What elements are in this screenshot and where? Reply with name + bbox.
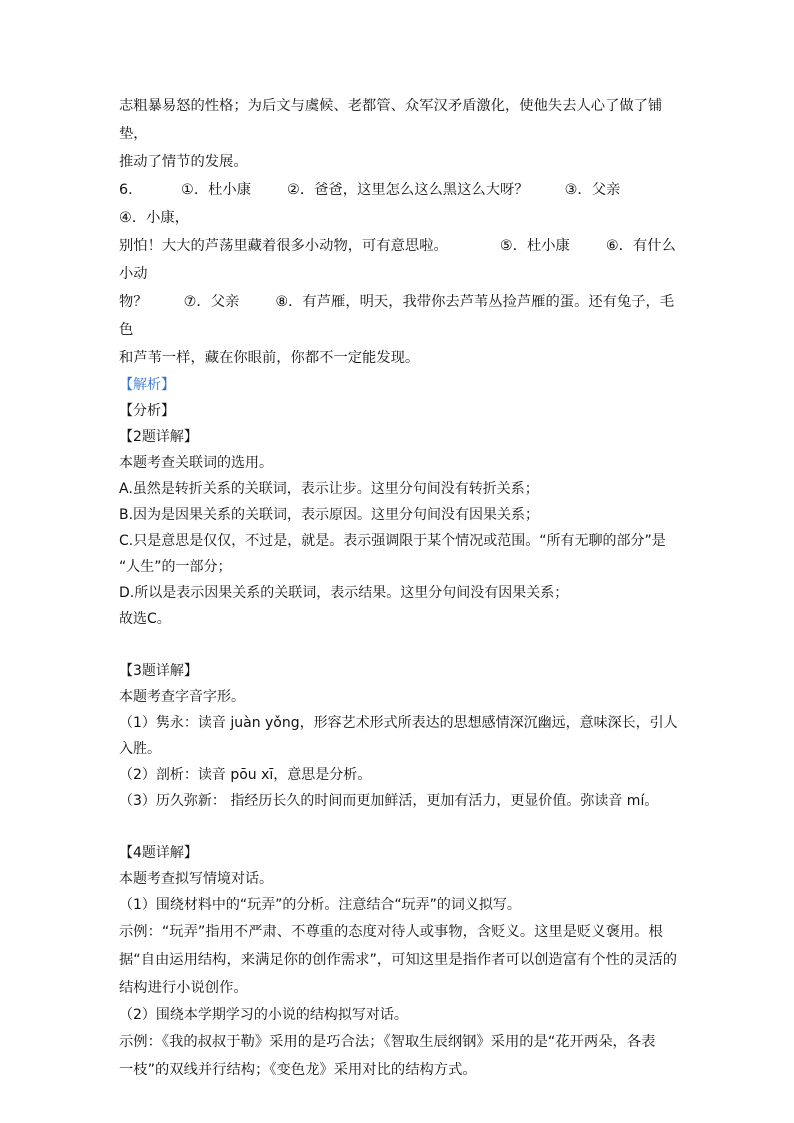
section-line: 本题考查关联词的选用。 xyxy=(119,455,273,471)
intro-line: 志粗暴易怒的性格；为后文与虞候、老都管、众军汉矛盾激化，使他失去人心了做了铺垫， xyxy=(119,98,663,142)
section-title-q2: 【2题详解】 xyxy=(119,429,198,445)
section-line: （1）围绕材料中的“玩弄”的分析。注意结合“玩弄”的词义拟写。 xyxy=(119,897,521,913)
q6-answer: ③．父亲 xyxy=(564,182,621,198)
q6-answer: ⑥．有什么小动 xyxy=(119,238,676,282)
q6-line xyxy=(119,232,679,288)
section-line: A.虽然是转折关系的关联词，表示让步。这里分句间没有转折关系； xyxy=(119,481,539,497)
section-line: 据“自由运用结构，来满足你的创作需求”，可知这里是指作者可以创造富有个性的灵活的 xyxy=(119,952,678,968)
section-spacer xyxy=(119,632,679,658)
analysis-tag: 【解析】 xyxy=(119,377,175,393)
section-line: （2）剖析：读音 pōu xī，意思是分析。 xyxy=(119,767,372,783)
section-line: 本题考查字音字形。 xyxy=(119,689,245,705)
section-line: （1）隽永：读音 juàn yǒng，形容艺术形式所表达的思想感情深沉幽远，意味深长，引人 xyxy=(119,715,678,731)
q6-answer: ②．爸爸，这里怎么这么黑这么大呀？ xyxy=(287,182,529,198)
analysis-subtag: 【分析】 xyxy=(119,403,175,419)
q6-answer: ④．小康， xyxy=(119,210,190,226)
q6-line: 和芦苇一样，藏在你眼前，你都不一定能发现。 xyxy=(119,350,420,366)
section-line: 本题考查拟写情境对话。 xyxy=(119,871,273,887)
section-line: “人生”的一部分； xyxy=(119,559,232,575)
q6-answer: ①．杜小康 xyxy=(181,182,252,198)
section-title-q4: 【4题详解】 xyxy=(119,845,198,861)
section-line: 示例：“玩弄”指用不严肃、不尊重的态度对待人或事物，含贬义。这里是贬义褒用。根 xyxy=(119,924,663,940)
section-line: D.所以是表示因果关系的关联词，表示结果。这里分句间没有因果关系； xyxy=(119,585,569,601)
q6-answer: ⑧．有芦雁，明天，我带你去芦苇丛捡芦雁的蛋。还有兔子，毛色 xyxy=(119,294,675,338)
section-spacer xyxy=(119,814,679,840)
q6-answer: ⑦．父亲 xyxy=(183,294,240,310)
q6-line xyxy=(119,288,679,344)
section-line: 故选C。 xyxy=(119,611,171,627)
section-title-q3: 【3题详解】 xyxy=(119,663,198,679)
q6-answer: ⑤．杜小康 xyxy=(499,238,570,254)
section-line: C.只是意思是仅仅，不过是，就是。表示强调限于某个情况或范围。“所有无聊的部分”是 xyxy=(119,533,666,549)
q6-answer: 别怕！大大的芦荡里藏着很多小动物，可有意思啦。 xyxy=(119,238,448,254)
section-line: 示例：《我的叔叔于勒》采用的是巧合法；《智取生辰纲钢》采用的是“花开两朵，各表 xyxy=(119,1034,656,1050)
q6-number: 6. xyxy=(119,182,133,198)
section-line: 一枝”的双线并行结构；《变色龙》采用对比的结构方式。 xyxy=(119,1062,477,1078)
q6-line xyxy=(119,176,679,232)
q6-answer: 物？ xyxy=(119,294,148,310)
section-line: （2）围绕本学期学习的小说的结构拟写对话。 xyxy=(119,1007,408,1023)
document-content xyxy=(119,92,679,1084)
section-line: 入胜。 xyxy=(119,741,161,757)
section-line: 结构进行小说创作。 xyxy=(119,980,248,996)
section-line: （3）历久弥新： 指经历长久的时间而更加鲜活，更加有活力，更显价值。弥读音 mí。 xyxy=(119,793,659,809)
intro-line: 推动了情节的发展。 xyxy=(119,154,248,170)
section-line: B.因为是因果关系的关联词，表示原因。这里分句间没有因果关系； xyxy=(119,507,540,523)
